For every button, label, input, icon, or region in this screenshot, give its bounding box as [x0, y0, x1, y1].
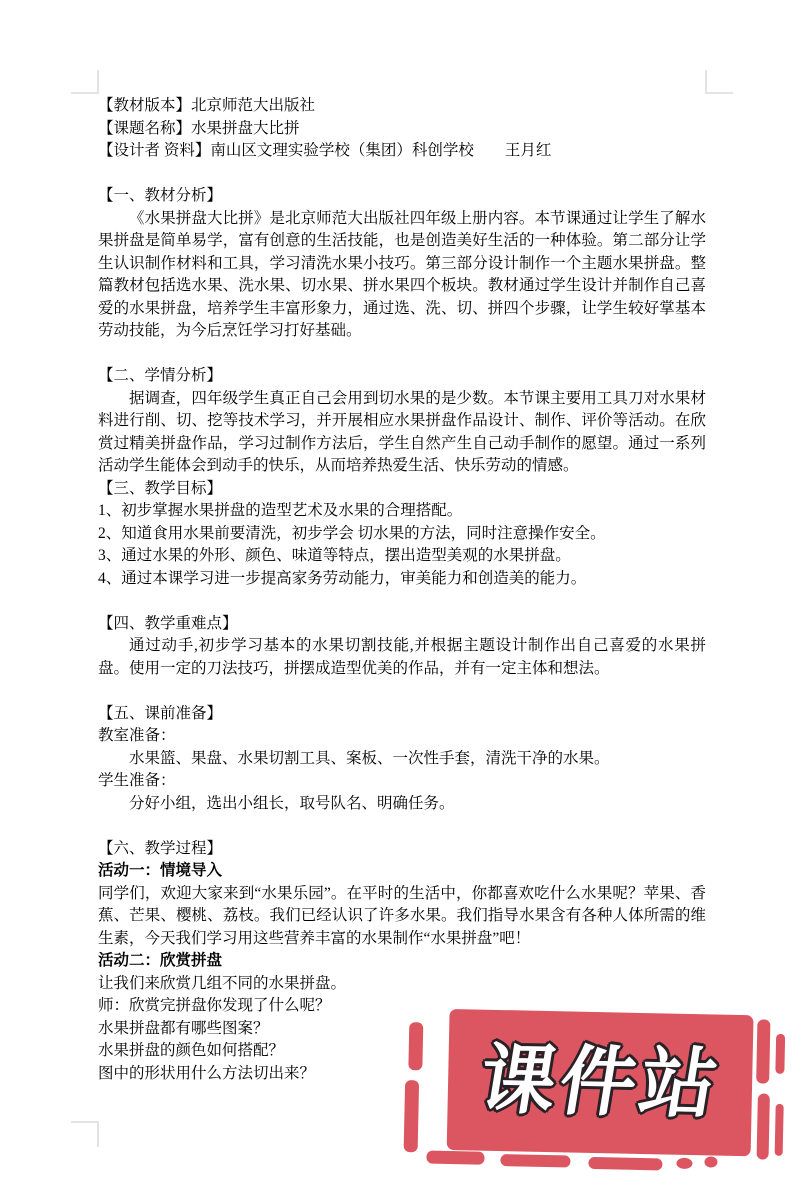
- kejianzhan-watermark-stamp: [396, 998, 792, 1178]
- doc-paragraph: 教室准备：: [98, 727, 176, 744]
- blank-line: [98, 590, 706, 613]
- stamp-border-stroke: [588, 1157, 662, 1171]
- doc-paragraph: 据调查，四年级学生真正自己会用到切水果的是少数。本节课主要用工具刀对水果材料进行削、切、挖等技术学习，并开展相应水果拼盘作品设计、制作、评价等活动。在欣赏过精美拼盘作品，学习过制作方法后，学生自然产生自己动手制作的愿望。通过一系列活动学生能体会到动手的快乐，从而培养热爱生活、快乐劳动的情感。: [98, 389, 706, 474]
- margin-mark-top-left-horizontal: [71, 92, 98, 94]
- stamp-body: [447, 1009, 754, 1156]
- stamp-border-stroke: [408, 1022, 423, 1070]
- activity-heading: 活动一：情境导入: [98, 862, 223, 879]
- blank-line: [98, 163, 706, 186]
- stamp-border-stroke: [426, 1151, 484, 1165]
- doc-paragraph: 【教材版本】北京师范大出版社: [98, 97, 316, 114]
- doc-paragraph: 《水果拼盘大比拼》是北京师范大出版社四年级上册内容。本节课通过让学生了解水果拼盘是简单易学，富有创意的生活技能，也是创造美好生活的一种体验。第二部分让学生认识制作材料和工具，学习清洗水果小技巧。第三部分设计制作一个主题水果拼盘。整篇教材包括选水果、洗水果、切水果、拼水果四个板块。教材通过学生设计并制作自己喜爱的水果拼盘，培养学生丰富形象力，通过选、洗、切、拼四个步骤，让学生较好掌基本劳动技能，为今后烹饪学习打好基础。: [98, 209, 706, 339]
- stamp-border-stroke: [676, 1158, 692, 1169]
- blank-line: [98, 815, 706, 838]
- margin-mark-bottom-left-vertical: [97, 1121, 99, 1147]
- document-body: [98, 95, 706, 1085]
- section-heading: 【六、教学过程】: [98, 839, 223, 857]
- doc-paragraph: 师：欣赏完拼盘你发现了什么呢？: [98, 997, 331, 1014]
- doc-paragraph: 水果篮、果盘、水果切割工具、案板、一次性手套，清洗干净的水果。: [129, 749, 610, 767]
- stamp-border-stroke: [775, 1104, 784, 1156]
- doc-paragraph: 【课题名称】水果拼盘大比拼: [98, 119, 300, 137]
- stamp-text: 课件站: [473, 1037, 728, 1128]
- margin-mark-bottom-left-horizontal: [71, 1121, 98, 1123]
- doc-paragraph: 1、初步掌握水果拼盘的造型艺术及水果的合理搭配。: [98, 502, 463, 519]
- doc-paragraph: 【设计者 资料】南山区文理实验学校（集团）科创学校 王月红: [98, 142, 552, 159]
- margin-mark-top-left-vertical: [97, 70, 99, 94]
- section-heading: 【五、课前准备】: [98, 704, 223, 722]
- stamp-border-stroke: [757, 1093, 770, 1159]
- stamp-border-stroke: [775, 1034, 785, 1074]
- blank-line: [98, 680, 706, 703]
- blank-line: [98, 343, 706, 366]
- stamp-border-stroke: [704, 1156, 717, 1167]
- doc-paragraph: 同学们，欢迎大家来到“水果乐园”。在平时的生活中，你都喜欢吃什么水果呢？苹果、香蕉、芒果、樱桃、荔枝。我们已经认识了许多水果。我们指导水果含有各种人体所需的维生素，今天我们学习用这些营养丰富的水果制作“水果拼盘”吧！: [98, 884, 706, 947]
- doc-paragraph: 2、知道食用水果前要清洗，初步学会 切水果的方法，同时注意操作安全。: [98, 524, 606, 542]
- doc-paragraph: 通过动手,初步学习基本的水果切割技能,并根据主题设计制作出自己喜爱的水果拼盘。使用一定的刀法技巧，拼摆成造型优美的作品，并有一定主体和想法。: [98, 637, 706, 677]
- margin-mark-top-right-horizontal: [706, 92, 733, 94]
- stamp-border-stroke: [756, 1019, 770, 1083]
- doc-paragraph: 图中的形状用什么方法切出来？: [98, 1064, 316, 1082]
- doc-paragraph: 分好小组，选出小组长，取号队名、明确任务。: [129, 794, 455, 812]
- stamp-border-stroke: [404, 1080, 420, 1152]
- stamp-border-stroke: [500, 1154, 570, 1167]
- doc-paragraph: 3、通过水果的外形、颜色、味道等特点，摆出造型美观的水果拼盘。: [98, 547, 571, 564]
- doc-paragraph: 学生准备：: [98, 772, 176, 789]
- section-heading: 【三、教学目标】: [98, 479, 223, 497]
- margin-mark-top-right-vertical: [705, 70, 707, 94]
- doc-paragraph: 4、通过本课学习进一步提高家务劳动能力，审美能力和创造美的能力。: [98, 569, 587, 587]
- section-heading: 【四、教学重难点】: [98, 614, 238, 632]
- section-heading: 【二、学情分析】: [98, 367, 223, 384]
- doc-paragraph: 水果拼盘的颜色如何搭配？: [98, 1042, 285, 1059]
- activity-heading: 活动二：欣赏拼盘: [98, 952, 223, 969]
- doc-paragraph: 让我们来欣赏几组不同的水果拼盘。: [98, 974, 347, 992]
- section-heading: 【一、教材分析】: [98, 187, 223, 204]
- doc-paragraph: 水果拼盘都有哪些图案？: [98, 1019, 269, 1037]
